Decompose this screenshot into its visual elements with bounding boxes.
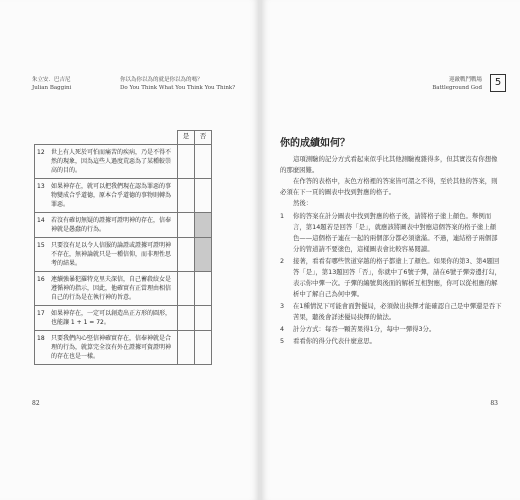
answer-no-cell-shaded[interactable]	[195, 238, 212, 272]
answer-yes-cell[interactable]	[178, 331, 195, 365]
table-row	[35, 306, 212, 331]
question-text: 世上有人死於可怕而痛苦的疾病，乃是不得不然的現象，因為這些人過度荒惡為了某種較崇高的目的。	[49, 145, 178, 179]
step-number: 4	[280, 325, 285, 333]
step-text: 在1種情況下可能會面對優局，必須做出抉擇才能確認自己是中彈還是吞下苦果，聽後會詳述優局抉擇的做法。	[293, 302, 502, 321]
answer-no-cell[interactable]	[195, 272, 212, 306]
running-head-chapter-title	[432, 76, 482, 92]
question-number: 13	[35, 179, 50, 213]
question-text: 只要我們內心堅信神確實存在，信奉神就是合理的行為，就算完全沒有外在證據可資證明神的存在也是一樣。	[49, 331, 178, 365]
answer-yes-cell[interactable]	[178, 179, 195, 213]
table-row	[35, 145, 212, 179]
left-page	[0, 0, 258, 500]
step-text: 計分方式：每吞一顆苦果得1分，每中一彈得3分。	[293, 325, 436, 333]
question-text: 只要沒有足以令人信服的論證或證據可證明神不存在，無神論就只是一種信仰，而非理性思考的結果。	[49, 238, 178, 272]
question-number: 18	[35, 331, 50, 365]
running-head-book-title	[120, 76, 235, 92]
chapter-title-en: Battleground God	[432, 85, 482, 91]
question-number: 17	[35, 306, 50, 331]
page-number-right: 83	[490, 400, 498, 407]
questionnaire-table	[34, 130, 212, 365]
answer-no-cell[interactable]	[195, 331, 212, 365]
chapter-number-box: 5	[490, 74, 506, 92]
table-body	[35, 145, 212, 365]
step-number: 3	[280, 302, 285, 310]
author-name-zh: 朱立安．巴吉尼	[32, 77, 71, 83]
table-row	[35, 331, 212, 365]
step-item	[280, 256, 502, 300]
steps-list	[280, 211, 502, 347]
section-heading: 你的成績如何？	[280, 138, 350, 149]
step-text: 你的答案在計分圖表中找到對應的格子後，請將格子塗上顏色。舉例而言，第14題若是回答「是」，就應該將圖表中對應這個答案的格子塗上顏色——這個格子連在一起的兩個部分都必須塗滿。不過，連結格子兩個部分的管道請不要塗色，這樣圖表會比較容易閱讀。	[293, 212, 498, 253]
table-row	[35, 179, 212, 213]
question-text: 連續強暴犯羅特克里夫深信，自己蓄殺絞女是遵循神的指示，因此，他確實有正當理由相信自己的行為是在執行神的旨意。	[49, 272, 178, 306]
table-row	[35, 272, 212, 306]
table-row	[35, 213, 212, 238]
question-number: 16	[35, 272, 50, 306]
intro-paragraph: 這項測驗的記分方式看起來似乎比其他測驗複雜得多，但其實沒有你想像的那麼困難。	[280, 155, 498, 174]
answer-no-cell[interactable]	[195, 306, 212, 331]
step-number: 2	[280, 257, 285, 265]
page-number-left: 82	[32, 400, 40, 407]
step-item	[280, 336, 502, 347]
step-item	[280, 211, 502, 255]
step-number: 1	[280, 212, 285, 220]
question-number: 12	[35, 145, 50, 179]
second-paragraph: 在作答的表格中，灰色方格裡的答案皆可謂之不得，至於其他的答案，則必須在下一頁的圖表中找到對應的格子。	[280, 177, 498, 196]
answer-yes-cell[interactable]	[178, 306, 195, 331]
step-number: 5	[280, 337, 285, 345]
answer-yes-cell[interactable]	[178, 238, 195, 272]
step-text: 接著，看看有哪些管道穿越的格子都塗上了顏色。如果你的第3、第4題回答「是」，第13題回答「否」，你就中了6號子彈，請在6號子彈旁邊打勾，表示你中彈一次。子彈的編號與後面的解析互相對應，你可以從相應的解析中了解自己為何中彈。	[293, 257, 501, 298]
question-number: 14	[35, 213, 50, 238]
answer-no-cell-shaded[interactable]	[195, 213, 212, 238]
answer-no-cell[interactable]	[195, 179, 212, 213]
step-text: 看看你的得分代表什麼意思。	[293, 337, 377, 345]
answer-yes-cell[interactable]	[178, 145, 195, 179]
step-item	[280, 324, 502, 335]
right-page	[262, 0, 520, 500]
question-text: 若沒有確切無疑的證據可證明神的存在，信奉神就是愚蠢的行為。	[49, 213, 178, 238]
running-head-author	[32, 76, 71, 92]
then-line: 然後：	[293, 199, 313, 207]
book-title-en: Do You Think What You Think You Think?	[120, 85, 236, 91]
answer-yes-cell[interactable]	[178, 213, 195, 238]
body-text	[280, 154, 502, 348]
table-header-blank	[35, 131, 178, 145]
answer-yes-cell[interactable]	[178, 272, 195, 306]
question-number: 15	[35, 238, 50, 272]
book-title-zh: 你以為你以為的就是你以為的嗎？	[120, 77, 203, 83]
table-row	[35, 238, 212, 272]
answer-no-cell[interactable]	[195, 145, 212, 179]
author-name-en: Julian Baggini	[32, 85, 72, 91]
chapter-title-zh: 迎敵戰鬥戰場	[448, 77, 482, 83]
column-header-yes: 是	[178, 131, 195, 145]
column-header-no: 否	[195, 131, 212, 145]
table-header-row	[35, 131, 212, 145]
question-text: 如果神存在，一定可以創造出正方形的圓形，也能讓 1 + 1 = 72。	[49, 306, 178, 331]
step-item	[280, 301, 502, 323]
question-text: 如果神存在，就可以把我們現在認為罪惡的事物變成合乎道德，原本合乎道德的事物則轉為罪惡。	[49, 179, 178, 213]
